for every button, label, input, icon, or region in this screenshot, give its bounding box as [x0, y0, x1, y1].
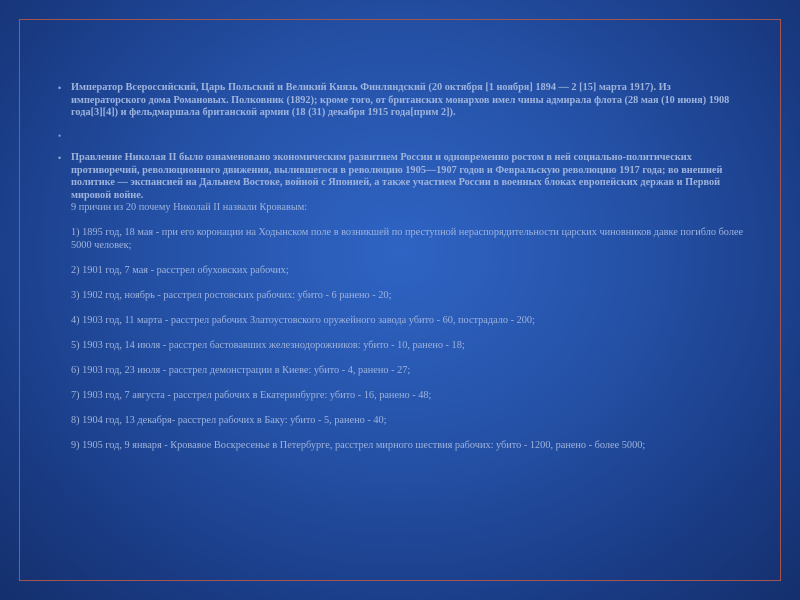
slide-text-body	[56, 82, 746, 465]
paragraph-2-text: Правление Николая II было ознаменовано экономическим развитием России и одновременно ростом в ней социально-политических противоречий, революционного движения, вылившегося в революцию 1905—1907 годов и Февральскую революцию 1917 года; во внешней политике — экспансией на Дальнем Востоке, войной с Японией, а также участием России в военных блоках европейских держав и Первой мировой войне.	[71, 152, 723, 201]
list-item: 5) 1903 год, 14 июля - расстрел бастовавших железнодорожников: убито - 10, ранено - 18;	[71, 339, 465, 351]
reasons-list	[56, 202, 746, 452]
list-item: 4) 1903 год, 11 марта - расстрел рабочих Златоустовского оружейного завода убито - 60, пострадало - 200;	[71, 314, 535, 326]
bullet-icon: •	[58, 130, 62, 141]
paragraph-1-text: Император Всероссийский, Царь Польский и Великий Князь Финляндский (20 октября [1 ноября] 1894 — 2 [15] марта 1917). Из императорского дома Романовых. Полковник (1892); кроме того, от британских монархов имел чины адмирала флота (28 мая (10 июня) 1908 года[3][4]) и фельдмаршала британской армии (18 (31) декабря 1915 года[прим 2]).	[71, 82, 730, 118]
list-item: 6) 1903 год, 23 июля - расстрел демонстрации в Киеве: убито - 4, ранено - 27;	[71, 364, 411, 376]
bullet-icon: •	[58, 153, 62, 163]
list-heading: 9 причин из 20 почему Николай II назвали Кровавым:	[71, 202, 308, 213]
list-item: 9) 1905 год, 9 января - Кровавое Воскресенье в Петербурге, расстрел мирного шествия рабочих: убито - 1200, ранено - более 5000;	[71, 439, 646, 451]
list-item: 1) 1895 год, 18 мая - при его коронации на Ходынском поле в возникшей по преступной нераспорядительности царских чиновников давке погибло более 5000 человек;	[71, 227, 744, 251]
list-item: 3) 1902 год, ноябрь - расстрел ростовских рабочих: убито - 6 ранено - 20;	[71, 289, 392, 301]
empty-bullet-line	[56, 130, 746, 143]
list-item: 8) 1904 год, 13 декабря- расстрел рабочих в Баку: убито - 5, ранено - 40;	[71, 414, 387, 426]
list-item: 2) 1901 год, 7 мая - расстрел обуховских рабочих;	[71, 264, 289, 276]
bullet-icon: •	[58, 83, 62, 93]
paragraph-reign-info	[56, 152, 746, 202]
list-item: 7) 1903 год, 7 августа - расстрел рабочих в Екатеринбурге: убито - 16, ранено - 48;	[71, 389, 432, 401]
paragraph-title-info	[56, 82, 746, 120]
